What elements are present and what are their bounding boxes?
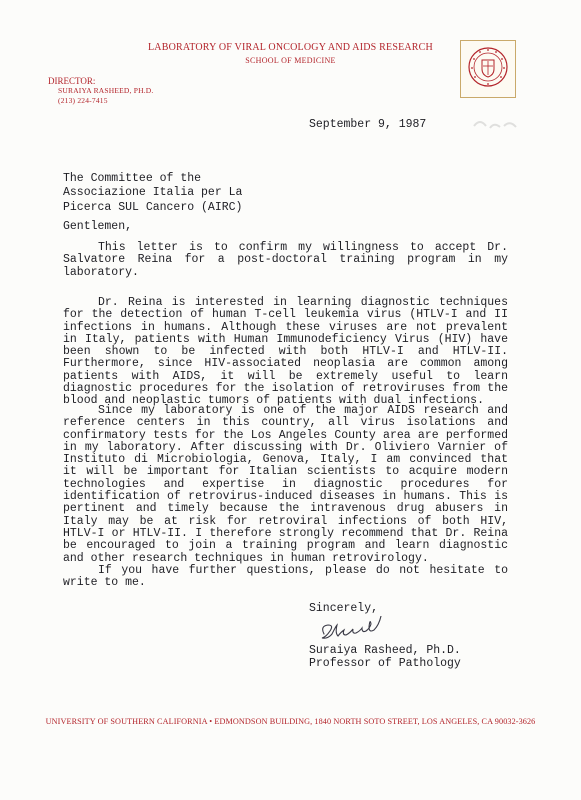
signer-block xyxy=(309,644,461,670)
letter-date: September 9, 1987 xyxy=(309,118,427,131)
director-label: DIRECTOR: xyxy=(48,76,96,86)
paragraph-text: Since my laboratory is one of the major AIDS research and reference centers in this country, all virus isolations and confirmatory tests for the Los Angeles County area are performed in my laboratory. After discussing with Dr. Oliviero Varnier of Instituto di Microbiologia, Genova, Italy, I am convinced that it will be important for Italian scientists to acquire modern technologies and expertise in diagnostic procedures for identification of retrovirus-induced diseases in humans. This is pertinent and timely because the intravenous drug abusers in Italy may be at risk for retroviral infections of both HIV, HTLV-I or HTLV-II. I therefore strongly recommend that Dr. Reina be encouraged to join a training program and learn diagnostic and other research techniques in human retrovirology. xyxy=(63,404,508,565)
signer-name: Suraiya Rasheed, Ph.D. xyxy=(309,644,461,657)
salutation: Gentlemen, xyxy=(63,220,133,233)
closing: Sincerely, xyxy=(309,602,379,615)
body-paragraph xyxy=(63,405,508,565)
recipient-line: Associazione Italia per La xyxy=(63,186,243,200)
school-name: SCHOOL OF MEDICINE xyxy=(245,56,336,65)
director-name: SURAIYA RASHEED, PH.D. xyxy=(58,86,154,95)
paragraph-text: Dr. Reina is interested in learning diagnostic techniques for the detection of human T-cell leukemia virus (HTLV-I and II infections in humans. Although these viruses are not prevalent in Italy, patients with Human Immunodeficiency Virus (HIV) have been shown to be infected with both HTLV-I and HTLV-II. Furthermore, since HIV-associated neoplasia are common among patients with AIDS, it will be extremely useful to learn diagnostic procedures for the isolation of retroviruses from the blood and neoplastic tumors of patients with dual infections. xyxy=(63,296,508,408)
body-paragraph xyxy=(63,242,508,279)
paragraph-text: This letter is to confirm my willingness to accept Dr. Salvatore Reina for a post-doctoral training program in my laboratory. xyxy=(63,241,508,279)
director-block xyxy=(48,76,153,106)
usc-seal-icon xyxy=(460,40,516,98)
body-paragraph xyxy=(63,297,508,408)
signer-title: Professor of Pathology xyxy=(309,657,461,670)
stamp-smudge xyxy=(470,114,522,134)
paragraph-text: If you have further questions, please do not hesitate to write to me. xyxy=(63,564,508,590)
footer-address: UNIVERSITY OF SOUTHERN CALIFORNIA • EDMONDSON BUILDING, 1840 NORTH SOTO STREET, LOS ANGELES, CA 90032-3626 xyxy=(45,717,536,726)
body-paragraph xyxy=(63,565,508,590)
handwritten-signature xyxy=(318,616,398,646)
recipient-line: Picerca SUL Cancero (AIRC) xyxy=(63,200,243,214)
recipient-address xyxy=(63,172,242,215)
lab-name: LABORATORY OF VIRAL ONCOLOGY AND AIDS RESEARCH xyxy=(148,42,433,53)
recipient-line: The Committee of the xyxy=(63,172,202,185)
director-phone: (213) 224-7415 xyxy=(58,96,108,105)
